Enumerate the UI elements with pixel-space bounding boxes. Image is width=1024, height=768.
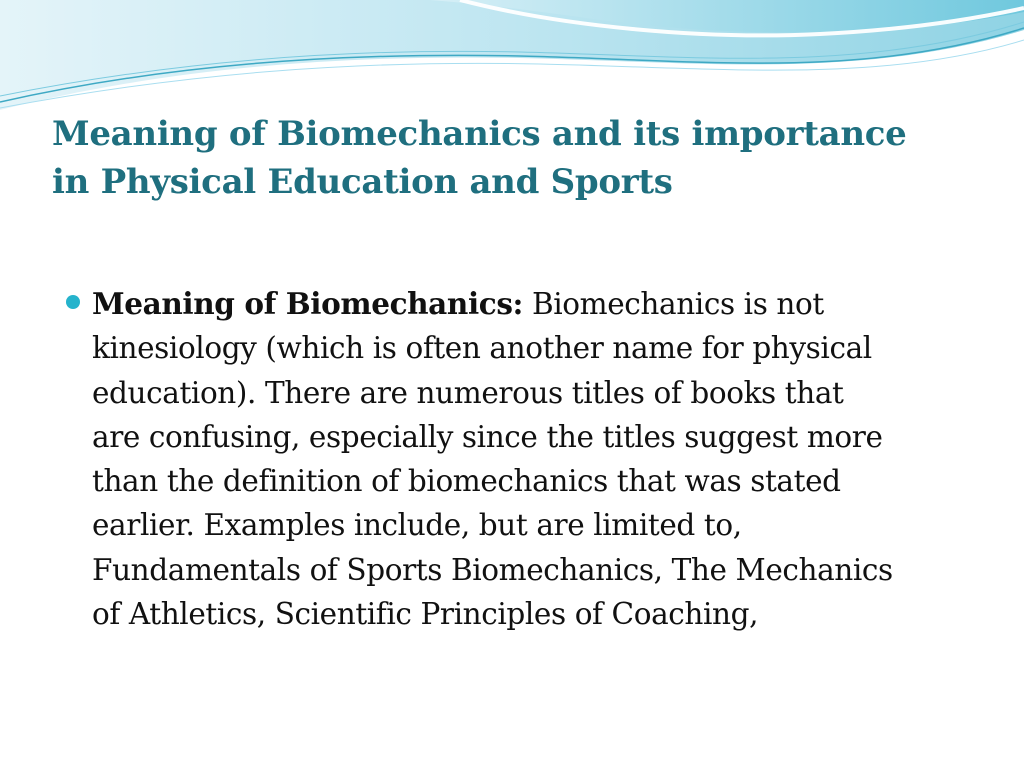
bullet-line-4: are confusing, especially since the titles suggest more <box>92 419 883 454</box>
slide-title <box>52 110 992 206</box>
bullet-term: Meaning of Biomechanics: <box>92 286 524 321</box>
bullet-line-1 <box>92 282 986 326</box>
bullet-line-2: kinesiology (which is often another name for physical <box>92 331 872 366</box>
slide-content <box>66 282 986 636</box>
bullet-line-5: than the definition of biomechanics that was stated <box>92 464 841 499</box>
bullet-line-6: earlier. Examples include, but are limited to, <box>92 508 742 543</box>
bullet-item <box>66 282 986 636</box>
bullet-line-8: of Athletics, Scientific Principles of Coaching, <box>92 597 759 632</box>
title-line-2: in Physical Education and Sports <box>52 162 673 202</box>
title-line-1: Meaning of Biomechanics and its importance <box>52 114 907 154</box>
bullet-dot-icon <box>66 295 80 309</box>
bullet-first-line-text: Biomechanics is not <box>523 287 824 321</box>
bullet-line-3: education). There are numerous titles of books that <box>92 375 844 410</box>
bullet-line-7: Fundamentals of Sports Biomechanics, The Mechanics <box>92 552 893 587</box>
